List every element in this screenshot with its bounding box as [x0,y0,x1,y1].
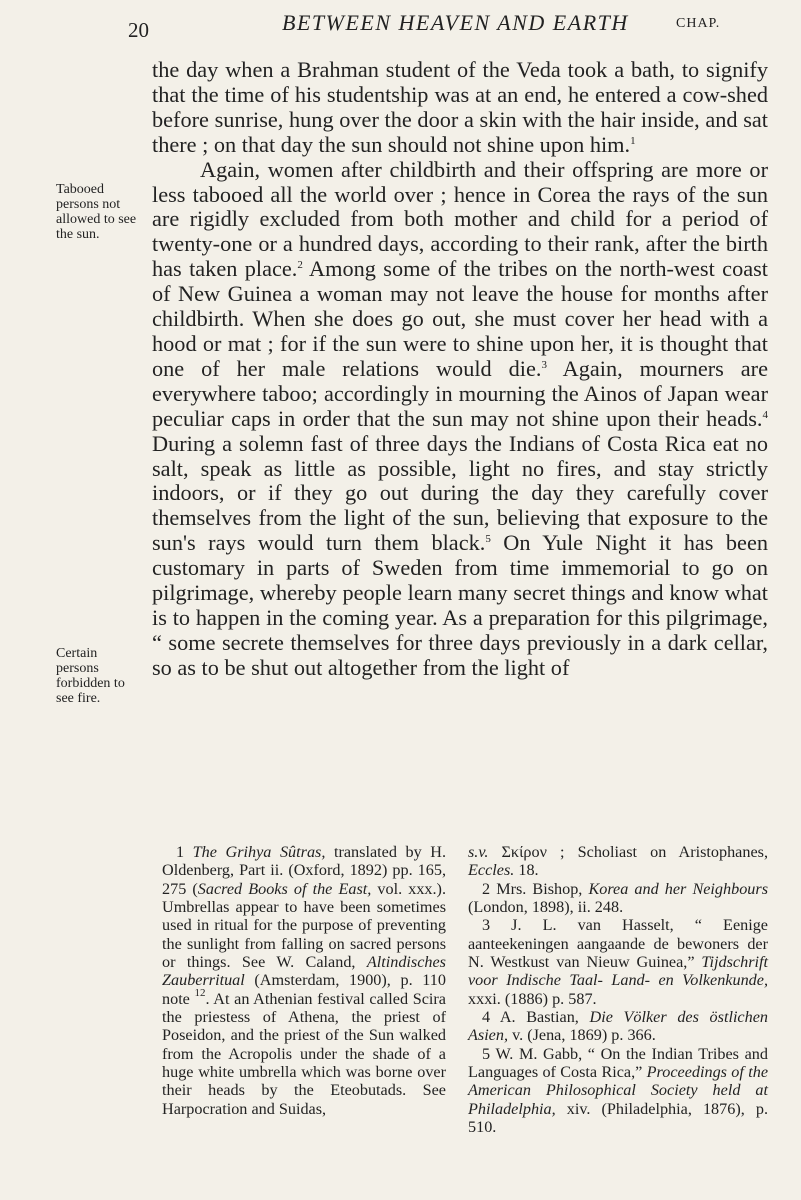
footnote-3-number: 3 [482,916,491,935]
footnote-ref-2: 2 [297,259,303,272]
footnote-3-title: Tijdschrift voor Indische Taal- Land- en Volkenkunde, [468,953,768,990]
footnote-1-title-2: Altindisches Zauberritual [162,953,446,990]
footnote-4-number: 4 [482,1008,491,1027]
footnote-2 [468,880,768,917]
footnote-3 [468,916,768,1008]
footnote-1-text: (Amsterdam, 1900), p. 110 note [162,971,446,1008]
footnote-1-series: Sacred Books of the East, [197,879,372,898]
footnotes-right-column [468,843,768,1137]
footnote-4-text: v. (Jena, 1869) p. 366. [508,1026,656,1045]
footnote-5-text: xiv. (Philadelphia, 1876), p. 510. [468,1099,768,1137]
paragraph-2-part-b: Among some of the tribes on the north-west coast of New Guinea a woman may not leave the house for months after childbirth. When she does go out, she must cover her head with a hood or mat ; for if the sun were to shine upon her, it is thought that one of her male relations would die. [152,256,768,381]
footnote-1-number: 1 [176,843,185,861]
footnote-5 [468,1045,768,1137]
page-number: 20 [128,18,149,42]
footnote-4 [468,1008,768,1045]
footnote-1-sv: s.v. [468,843,489,861]
paragraph-2-part-a: Again, women after childbirth and their offspring are more or less tabooed all the world over ; hence in Corea the rays of the sun are rigidly excluded from both mother and child for a period of twenty-one or a hundred days, according to their rank, after the birth has taken place. [152,156,768,282]
main-text-body [152,58,768,681]
footnote-1 [162,843,446,1118]
margin-note-forbidden-fire: Certain persons forbidden to see fire. [56,646,125,706]
paragraph-2-part-e: On Yule Night it has been customary in parts of Sweden from time immemorial to go on pilgrimage, whereby people learn many secret things and know what is to happen in the coming year. As a preparation for this pilgrimage, “ some secrete themselves for three days previously in a dark cellar, so as to be shut out altogether from the light of [152,530,768,680]
running-title: BETWEEN HEAVEN AND EARTH [282,10,629,35]
paragraph-2-part-c: Again, mourners are everywhere taboo; accordingly in mourning the Ainos of Japan wear peculiar caps in order that the sun may not shine upon their heads. [152,355,768,431]
footnote-1-eccles: Eccles. [468,861,515,880]
footnote-2-title: Korea and her Neighbours [588,879,768,898]
footnote-5-text: W. M. Gabb, “ On the Indian Tribes and Languages of Costa Rica,” [468,1044,768,1082]
footnote-5-title: Proceedings of the American Philosophical Society held at Philadelphia, [468,1063,768,1118]
footnote-ref-5: 5 [485,533,491,546]
paragraph-2-part-d: During a solemn fast of three days the Indians of Costa Rica eat no salt, speak as little as possible, light no fires, and stay strictly indoors, or if they go out during the day they carefully cover themselves from the light of the sun, believing that exposure to the sun's rays would turn them black. [152,430,768,556]
footnote-1-text: . At an Athenian festival called Scira the priestess of Athena, the priest of Poseidon, and the priest of the Sun walked from the Acropolis under the shade of a huge white umbrella which was borne over their heads by the Eteobutads. See Harpocration and Suidas, [162,989,446,1118]
footnote-1-text: 18. [514,861,539,880]
footnote-1-note-ref: 12 [194,986,206,999]
footnote-ref-4: 4 [762,408,768,421]
footnote-1-text: vol. xxx.). Umbrellas appear to have been sometimes used in ritual for the purpose of preventing the sunlight from falling on sacred persons or things. See W. Caland, [162,879,446,972]
footnote-3-text: J. L. van Hasselt, “ Eenige aanteekeningen aangaande de bewoners der N. Westkust van Nieuw Guinea,” [468,916,768,972]
footnote-2-text: (London, 1898), ii. 248. [468,898,624,917]
footnote-1-title: The Grihya Sûtras, [192,843,326,861]
footnote-ref-1: 1 [630,134,636,147]
footnote-ref-3: 3 [541,358,547,371]
paragraph-1: the day when a Brahman student of the Veda took a bath, to signify that the time of his studentship was at an end, he entered a cow-shed before sunrise, hung over the door a skin with the hair inside, and sat there ; on that day the sun should not shine upon him. [152,57,768,157]
footnote-4-text: A. Bastian, [490,1008,590,1027]
footnote-1-continued [468,843,768,880]
footnote-4-title: Die Völker des östlichen Asien, [468,1008,768,1045]
margin-note-tabooed-persons: Tabooed persons not allowed to see the sun. [56,182,137,242]
footnote-2-number: 2 [482,879,491,898]
page-header [0,6,801,40]
footnote-2-text: Mrs. Bishop, [490,879,589,898]
chapter-abbreviation: CHAP. [676,16,721,31]
footnote-1-text: translated by H. Oldenberg, Part ii. (Oxford, 1892) pp. 165, 275 ( [162,843,446,898]
footnote-5-number: 5 [482,1044,491,1063]
footnote-3-text: xxxi. (1886) p. 587. [468,989,597,1008]
footnote-1-text: Σκίρον ; Scholiast on Aristophanes, [488,843,768,861]
footnotes-left-column [162,843,446,1118]
